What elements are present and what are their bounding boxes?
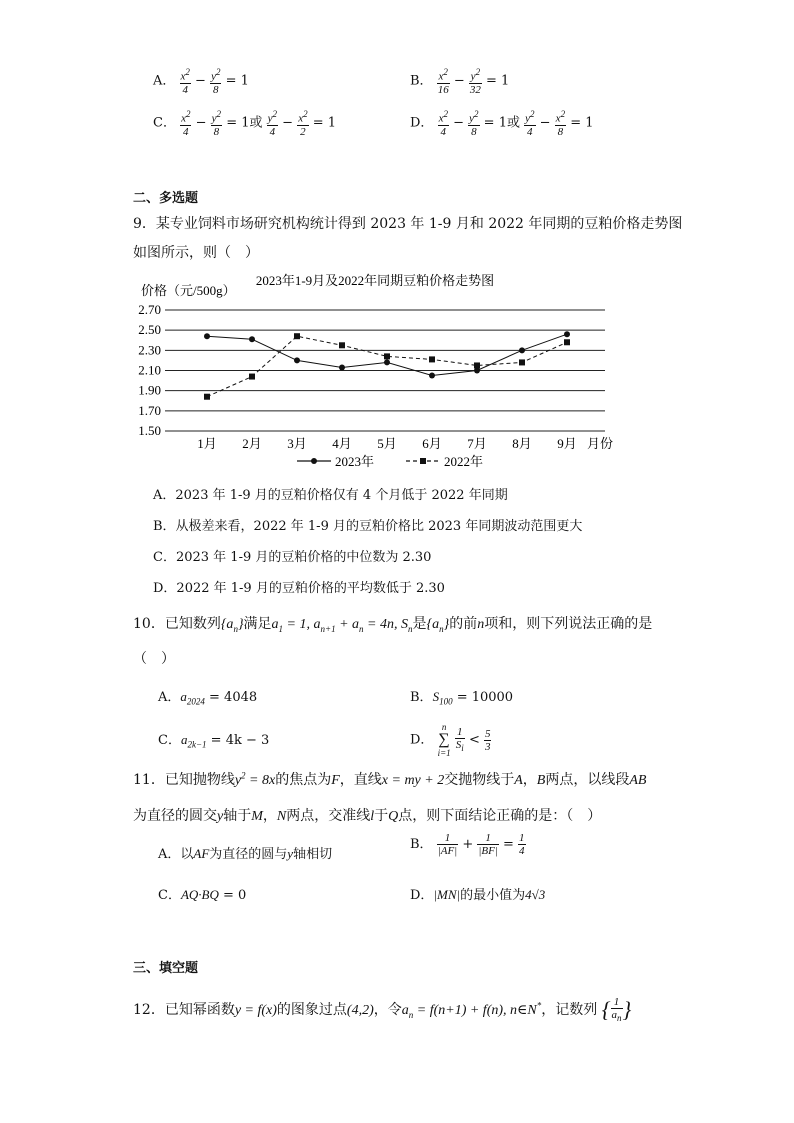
q10-option-a [158,686,257,707]
data-point-circle [339,364,345,370]
min-value: 4√3 [525,887,546,902]
price-trend-chart [125,268,625,474]
reciprocal-seq-close: } [622,997,632,1023]
data-point-square [204,394,210,400]
fraction: $\frac{y^2}{32}$ [469,67,481,96]
option-label: C． [158,733,181,748]
q8-option-b: B． $\frac{x^2}{16}$ − $\frac{y^2}{32}$ = 1 [410,67,510,96]
q8-option-d: D． $\frac{x^2}{4}$ − $\frac{y^2}{8}$ = 1或 $\frac{y^2}{4}$ − $\frac{x^2}{8}$ = 1 [410,109,594,138]
option-label: C． [158,888,181,903]
grid-lines [165,310,605,431]
fraction: $\frac{x^2}{8}$ [555,109,566,138]
data-point-square [564,339,570,345]
q11-text: 为直径的圆交 [133,808,217,824]
option-label: A． [158,690,181,705]
q11-option-a [158,843,332,862]
fraction: $\frac{5}{3}$ [484,727,491,753]
point-a: A [514,773,523,788]
option-label: B． [410,837,433,852]
fraction: $\frac{y^2}{8}$ [211,67,221,96]
equation-tail: = 1 [225,73,249,89]
data-point-square [249,374,255,380]
q11-text: 两点，交准线 [286,808,371,824]
q11-option-d [410,884,545,903]
section-heading-multiple-choice: 二、多选题 [133,191,199,206]
y-tick-label: 2.70 [138,302,161,317]
axis-y: y [217,809,224,824]
series-layer [204,331,570,400]
q11-text: 两点，以线段 [545,772,630,788]
data-point-square [384,353,390,359]
q11-option-c: C．AQ·BQ = 0 [158,887,247,903]
legend-label: 2022年 [444,454,484,469]
reciprocal-seq: { [601,997,611,1023]
term-s100: $S_{100}$ [432,689,453,707]
point-b: B [536,773,546,788]
y-tick-label: 1.90 [138,382,161,398]
fraction: $\frac{y^2}{8}$ [469,109,479,138]
point-4-2: (4,2) [346,1003,374,1019]
equation-tail: = 4k − 3 [210,733,270,748]
point-q: Q [388,809,399,824]
q10-text: 满足 [243,616,272,632]
q11-text: 11．已知抛物线 [133,772,235,788]
q11-text: 的焦点为 [275,772,332,788]
data-point-circle [294,357,300,363]
y-tick-label: 2.50 [138,322,161,338]
data-point-square [339,342,345,348]
section-heading-fill-in: 三、填空题 [133,961,199,976]
option-label: A． [153,73,176,89]
x-tick-labels [197,436,577,451]
q9-stem-line2: 如图所示，则（ ） [133,245,259,261]
x-axis-label: 月份 [587,436,614,451]
data-point-square [429,356,435,362]
equation-tail: = 1 [312,115,337,131]
series-line-2022年 [207,336,567,397]
segment-ab: AB [629,773,647,788]
y-tick-labels [138,302,161,438]
seq-a: $\{a_n\}$ [426,617,450,634]
chart-title: 2023年1-9月及2022年同期豆粕价格走势图 [255,273,495,288]
q10-text: 项和，则下列说法正确的是 [484,616,653,632]
point-f: F [331,773,340,788]
equation-tail: = 4048 [209,690,258,705]
q12-text: 的图象过点 [276,1002,347,1019]
q12-text: 12．已知幂函数 [133,1002,235,1019]
segment-af: AF [193,846,210,861]
fraction: $\frac{y^2}{4}$ [525,109,535,138]
q10-text: 是 [412,616,427,632]
q11-text: ， [262,808,277,824]
q8-option-a: A． $\frac{x^2}{4}$ − $\frac{y^2}{8}$ = 1 [153,67,249,96]
q11-option-b: B． $\frac{1}{|AF|}$ + $\frac{1}{|BF|}$ = $\frac{1}{4}$ [410,832,525,857]
y-axis-label: 价格（元/500g） [141,283,236,298]
fraction: $\frac{1}{a_n}$ [611,996,622,1024]
y-tick-label: 1.50 [138,423,161,438]
x-tick-label: 4月 [332,436,352,451]
fraction: $\frac{x^2}{16}$ [437,67,449,96]
equation-or: = 1或 [226,115,263,131]
dot-product: AQ·BQ [180,887,219,902]
fraction: $\frac{1}{4}$ [519,832,525,857]
q11-text: ，直线 [339,772,382,788]
q12-text: ，令 [373,1002,402,1019]
term-a2024: $a_{2024}$ [180,689,205,707]
data-point-circle [384,359,390,365]
fraction: $\frac{x^2}{4}$ [181,109,191,138]
y-tick-label: 2.10 [138,362,161,378]
q10-option-d: D． n ∑ i=1 $\frac{1}{S_i}$ < $\frac{5}{3}$ [410,722,491,758]
option-label: B． [410,73,433,89]
q11-stem-line1 [133,769,646,789]
q11-text: 点，则下面结论正确的是：（ ） [398,808,602,824]
x-tick-label: 7月 [467,436,487,451]
legend-marker-circle [311,458,317,464]
fraction: $\frac{1}{|BF|}$ [478,832,498,857]
q10-condition: $a_1 = 1$, $a_{n+1} + a_n = 4n$, $S_n$ [271,617,413,634]
q11-text: 轴相切 [293,847,333,862]
q10-number: 10．已知数列 [133,616,221,632]
q10-paren: （ ） [133,651,175,667]
term-a2k-1: $a_{2k-1}$ [180,732,207,750]
data-point-circle [519,347,525,353]
seq-a: $\{a_n\}$ [220,617,244,634]
q11-text: ， [522,772,537,788]
data-point-circle [564,331,570,337]
q11-text: 为直径的圆与 [209,847,288,862]
fraction: $\frac{x^2}{4}$ [180,67,190,96]
q9-option-b: B．从极差来看，2022 年 1-9 月的豆粕价格比 2023 年同期波动范围更大 [153,519,583,534]
data-point-circle [249,336,255,342]
q9-option-c: C．2023 年 1-9 月的豆粕价格的中位数为 2.30 [153,550,432,565]
summation: n ∑ i=1 [437,722,451,758]
power-function: y = f(x) [234,1003,277,1019]
option-label: D． [410,115,434,131]
q12-stem [133,996,631,1024]
y-tick-label: 2.30 [138,342,161,358]
parabola-eq: $y^2 = 8x$ [234,770,276,788]
fraction: $\frac{y^2}{8}$ [211,109,222,138]
var-n: n [477,617,485,632]
line-eq: x = my + 2 [381,773,445,788]
fraction: $\frac{1}{S_i}$ [455,725,464,754]
legend-marker-square [420,458,426,464]
q9-stem-line1: 9．某专业饲料市场研究机构统计得到 2023 年 1-9 月和 2022 年同期的豆粕价格走势图 [133,216,683,232]
equation-or: = 1或 [483,115,520,131]
q11-text: 交抛物线于 [444,772,515,788]
x-tick-label: 9月 [557,436,577,451]
q10-option-c [158,729,269,750]
q11-text: 于 [374,808,389,824]
q9-option-d: D．2022 年 1-9 月的豆粕价格的平均数低于 2.30 [153,581,445,596]
fraction: $\frac{1}{|AF|}$ [437,832,458,857]
x-tick-label: 3月 [287,436,307,451]
equation-tail: = 1 [486,73,510,89]
option-label: A．以 [158,847,194,862]
length-mn: |MN| [433,887,461,902]
legend [297,454,483,469]
point-n: N [276,809,287,824]
q11-text: 轴于 [223,808,252,824]
data-point-circle [429,373,435,379]
x-tick-label: 6月 [422,436,442,451]
line-l: l [370,809,375,824]
data-point-square [294,333,300,339]
data-point-square [519,359,525,365]
q8-option-c: C． $\frac{x^2}{4}$ − $\frac{y^2}{8}$ = 1或 $\frac{y^2}{4}$ − $\frac{x^2}{2}$ = 1 [153,109,337,138]
option-label: B． [410,690,433,705]
x-tick-label: 8月 [512,436,532,451]
option-label: C． [153,115,176,131]
q9-option-a: A．2023 年 1-9 月的豆粕价格仅有 4 个月低于 2022 年同期 [153,488,508,503]
fraction: $\frac{x^2}{2}$ [298,109,308,138]
point-m: M [251,809,263,824]
x-tick-label: 2月 [242,436,262,451]
seq-def: $a_n = f(n+1) + f(n)$, n∈N* [401,1000,542,1020]
q10-text: 的前 [449,616,478,632]
q10-stem [133,613,652,634]
q10-option-b [410,686,513,707]
data-point-circle [204,333,210,339]
legend-label: 2023年 [335,454,375,469]
fraction: $\frac{y^2}{4}$ [267,109,278,138]
option-label: D． [410,732,434,748]
option-label: D． [410,888,434,903]
axis-y: y [287,846,294,861]
equation-tail: = 10000 [456,690,514,705]
q12-text: ，记数列 [541,1002,598,1019]
fraction: $\frac{x^2}{4}$ [438,109,448,138]
q11-stem-line2 [133,805,601,825]
data-point-square [474,362,480,368]
equation-tail: = 1 [570,115,594,131]
x-tick-label: 1月 [197,436,217,451]
x-tick-label: 5月 [377,436,397,451]
y-tick-label: 1.70 [138,402,161,418]
q11-text: 的最小值为 [460,888,526,903]
